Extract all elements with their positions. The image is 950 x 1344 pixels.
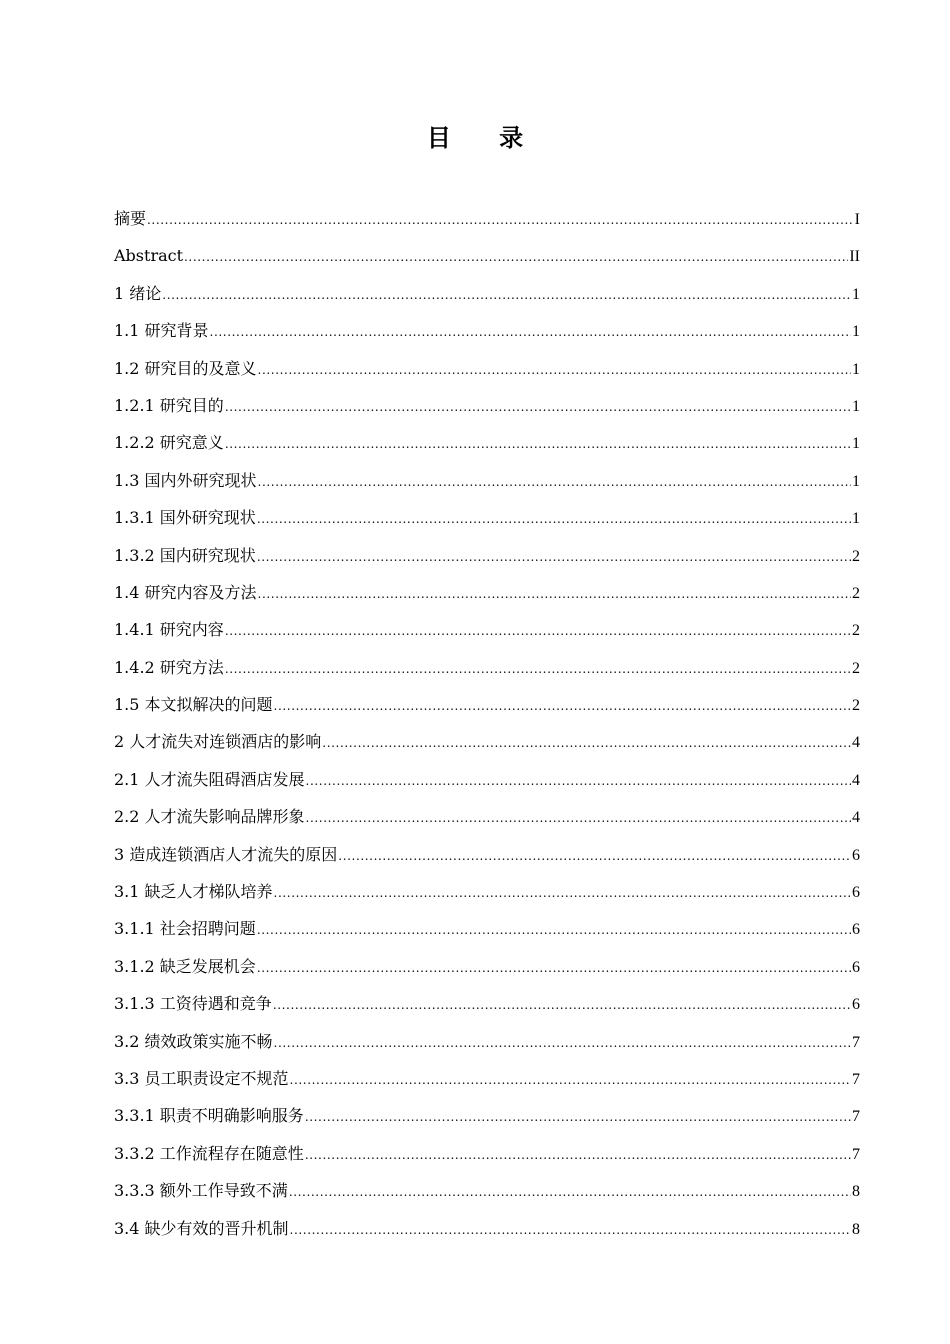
toc-entry-page-number: II	[849, 248, 860, 266]
toc-entry-page-number: 2	[852, 697, 860, 715]
toc-entry-page-number: 6	[852, 958, 860, 976]
toc-entry-page-number: 1	[852, 397, 860, 415]
toc-dot-leader	[258, 352, 851, 389]
toc-entry	[114, 1172, 860, 1209]
toc-entry-label: 1.2 研究目的及意义	[114, 358, 257, 378]
toc-entry	[114, 237, 860, 274]
page-title: 目 录	[426, 124, 544, 152]
toc-dot-leader	[162, 277, 851, 314]
toc-dot-leader	[257, 501, 851, 538]
toc-entry-page-number: 1	[852, 360, 860, 378]
toc-dot-leader	[184, 239, 848, 276]
toc-entry-page-number: 2	[852, 659, 860, 677]
toc-dot-leader	[274, 688, 851, 725]
toc-entry	[114, 1210, 860, 1247]
toc-entry	[114, 462, 860, 499]
toc-entry-label: 3.1 缺乏人才梯队培养	[114, 882, 273, 902]
toc-entry-page-number: 7	[852, 1070, 860, 1088]
toc-entry-page-number: I	[854, 211, 860, 228]
toc-entry-page-number: 6	[852, 996, 860, 1014]
toc-entry-page-number: 7	[852, 1145, 860, 1163]
toc-entry-label: 1.4 研究内容及方法	[114, 582, 257, 602]
toc-entry-page-number: 2	[852, 547, 860, 565]
toc-entry-label: 3.1.2 缺乏发展机会	[114, 956, 256, 976]
toc-entry-page-number: 1	[852, 510, 860, 528]
toc-entry	[114, 1060, 860, 1097]
toc-dot-leader	[322, 725, 851, 762]
toc-dot-leader	[257, 539, 851, 576]
toc-entry-page-number: 8	[852, 1183, 860, 1201]
toc-entry	[114, 611, 860, 648]
toc-entry-label: 2.1 人才流失阻碍酒店发展	[114, 769, 305, 789]
toc-entry-label: 3.4 缺少有效的晋升机制	[114, 1218, 289, 1238]
toc-dot-leader	[225, 426, 851, 463]
toc-entry	[114, 686, 860, 723]
toc-entry-page-number: 1	[852, 472, 860, 490]
toc-dot-leader	[306, 763, 851, 800]
toc-entry-label: 1.5 本文拟解决的问题	[114, 695, 273, 715]
toc-entry	[114, 499, 860, 536]
toc-entry	[114, 948, 860, 985]
toc-dot-leader	[290, 1062, 851, 1099]
toc-entry-label: 1 绪论	[114, 283, 162, 303]
toc-entry-label: 3.1.3 工资待遇和竞争	[114, 994, 272, 1014]
toc-dot-leader	[258, 576, 851, 613]
toc-entry-page-number: 1	[852, 323, 860, 341]
toc-entry-page-number: 7	[852, 1108, 860, 1126]
toc-entry-label: 1.4.1 研究内容	[114, 620, 224, 640]
toc-dot-leader	[305, 1137, 851, 1174]
toc-dot-leader	[305, 1099, 851, 1136]
toc-entry	[114, 798, 860, 835]
toc-entry-page-number: 6	[852, 921, 860, 939]
toc-dot-leader	[290, 1212, 851, 1249]
toc-dot-leader	[274, 875, 851, 912]
toc-entry	[114, 1097, 860, 1134]
toc-entry	[114, 275, 860, 312]
toc-dot-leader	[225, 613, 851, 650]
toc-dot-leader	[257, 950, 851, 987]
toc-entry	[114, 200, 860, 237]
toc-entry-page-number: 2	[852, 622, 860, 640]
table-of-contents	[114, 200, 860, 1247]
toc-entry-label: 1.3 国内外研究现状	[114, 470, 257, 490]
toc-entry-label: 3.1.1 社会招聘问题	[114, 919, 256, 939]
toc-entry	[114, 836, 860, 873]
toc-entry	[114, 873, 860, 910]
toc-entry-label: 3.2 绩效政策实施不畅	[114, 1031, 273, 1051]
toc-entry-label: 3.3.3 额外工作导致不满	[114, 1181, 288, 1201]
toc-entry-label: 1.3.2 国内研究现状	[114, 545, 256, 565]
toc-entry	[114, 723, 860, 760]
toc-entry-page-number: 4	[852, 734, 860, 752]
toc-entry-page-number: 4	[852, 771, 860, 789]
toc-entry-page-number: 8	[852, 1220, 860, 1238]
toc-entry	[114, 387, 860, 424]
toc-entry-label: Abstract	[114, 246, 184, 266]
toc-entry-label: 1.1 研究背景	[114, 321, 209, 341]
toc-entry	[114, 1135, 860, 1172]
toc-entry-label: 2.2 人才流失影响品牌形象	[114, 807, 305, 827]
toc-entry	[114, 761, 860, 798]
toc-dot-leader	[225, 651, 851, 688]
toc-entry-page-number: 1	[852, 285, 860, 303]
toc-dot-leader	[210, 314, 851, 351]
toc-entry-label: 3 造成连锁酒店人才流失的原因	[114, 844, 338, 864]
toc-entry-page-number: 7	[852, 1033, 860, 1051]
toc-dot-leader	[273, 987, 851, 1024]
toc-entry	[114, 985, 860, 1022]
toc-entry	[114, 574, 860, 611]
toc-entry	[114, 1023, 860, 1060]
toc-entry	[114, 649, 860, 686]
toc-entry-label: 2 人才流失对连锁酒店的影响	[114, 732, 322, 752]
toc-entry-label: 1.2.1 研究目的	[114, 395, 224, 415]
toc-dot-leader	[306, 800, 851, 837]
toc-entry-label: 3.3.2 工作流程存在随意性	[114, 1143, 304, 1163]
toc-dot-leader	[274, 1025, 851, 1062]
toc-entry-label: 3.3.1 职责不明确影响服务	[114, 1106, 304, 1126]
toc-entry	[114, 910, 860, 947]
toc-entry	[114, 537, 860, 574]
toc-entry-label: 摘要	[114, 209, 147, 228]
toc-entry	[114, 350, 860, 387]
toc-dot-leader	[147, 202, 854, 239]
toc-dot-leader	[225, 389, 851, 426]
toc-dot-leader	[258, 464, 851, 501]
toc-entry	[114, 424, 860, 461]
toc-dot-leader	[289, 1174, 851, 1211]
toc-entry-page-number: 2	[852, 584, 860, 602]
toc-entry-page-number: 6	[852, 846, 860, 864]
toc-entry-page-number: 4	[852, 809, 860, 827]
toc-entry-label: 1.2.2 研究意义	[114, 433, 224, 453]
toc-entry-page-number: 6	[852, 884, 860, 902]
toc-entry	[114, 312, 860, 349]
toc-dot-leader	[257, 912, 851, 949]
toc-dot-leader	[338, 838, 851, 875]
toc-entry-label: 1.4.2 研究方法	[114, 657, 224, 677]
toc-entry-page-number: 1	[852, 435, 860, 453]
toc-entry-label: 1.3.1 国外研究现状	[114, 508, 256, 528]
toc-entry-label: 3.3 员工职责设定不规范	[114, 1068, 289, 1088]
